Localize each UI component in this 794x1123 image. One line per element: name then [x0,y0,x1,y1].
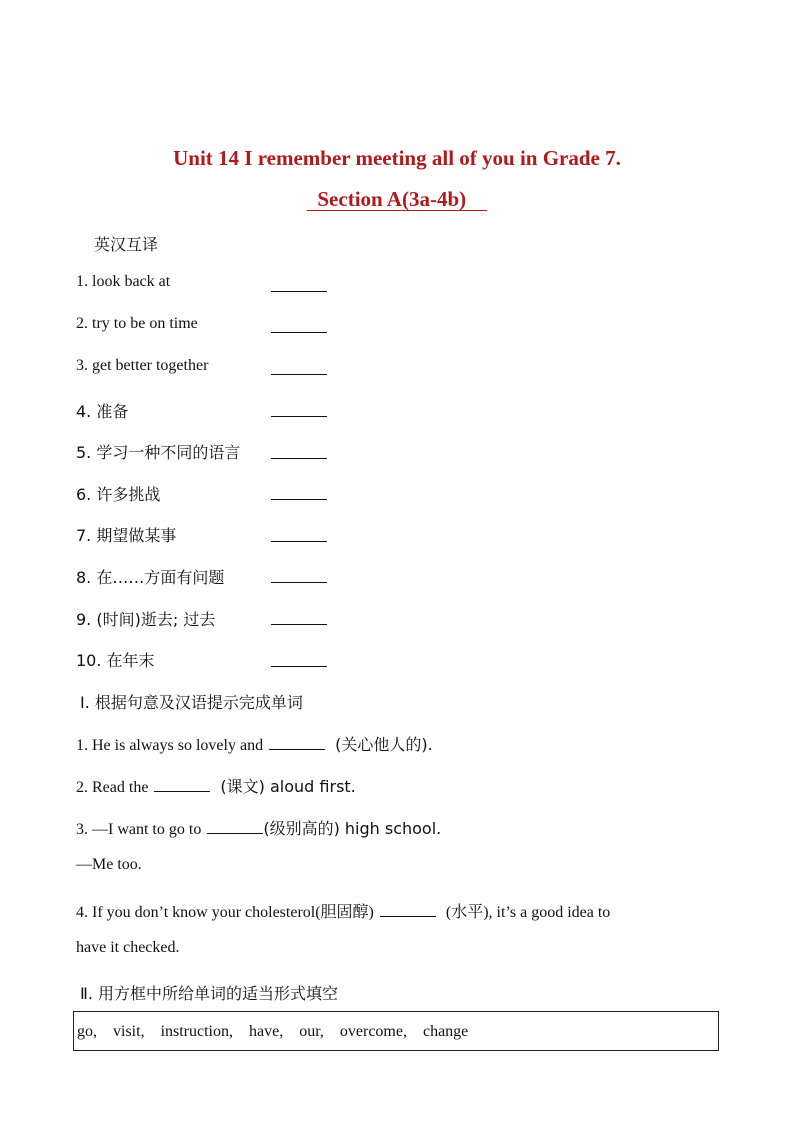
answer-blank-9[interactable] [271,624,327,625]
translation-item-5: 5. 学习一种不同的语言 [76,443,241,462]
section-title [0,187,794,212]
translation-item-8: 8. 在……方面有问题 [76,568,225,587]
answer-blank-5[interactable] [271,458,327,459]
section-title-text: Section A(3a-4b) [317,187,467,211]
question-3-reply: —Me too. [76,856,142,873]
part2-heading: Ⅱ. 用方框中所给单词的适当形式填空 [80,984,339,1003]
translation-item-4: 4. 准备 [76,402,129,421]
translation-item-3: 3. get better together [76,357,209,374]
answer-blank-6[interactable] [271,499,327,500]
question-4-text: 4. If you don’t know your cholesterol(胆固醇) [76,904,374,921]
question-4-hint: (水平), it’s a good idea to [445,904,611,921]
part1-heading: Ⅰ. 根据句意及汉语提示完成单词 [80,693,303,712]
answer-blank-8[interactable] [271,582,327,583]
question-4-continued: have it checked. [76,939,180,956]
translation-item-2: 2. try to be on time [76,315,198,332]
translation-item-1: 1. look back at [76,273,171,290]
answer-blank-1[interactable] [271,291,327,292]
question-2-hint: (课文) aloud first. [220,777,356,796]
question-4 [76,899,610,922]
answer-blank-4[interactable] [271,416,327,417]
question-2 [76,774,356,797]
question-1-text: 1. He is always so lovely and [76,737,264,754]
question-4-blank[interactable] [380,916,436,917]
question-3-hint: (级别高的) high school. [263,819,442,838]
translation-heading: 英汉互译 [94,235,159,254]
answer-blank-7[interactable] [271,541,327,542]
question-3-blank[interactable] [207,833,263,834]
question-2-text: 2. Read the [76,779,149,796]
question-2-blank[interactable] [154,791,210,792]
unit-title: Unit 14 I remember meeting all of you in Grade 7. [173,146,621,170]
translation-item-9: 9. (时间)逝去; 过去 [76,610,216,629]
question-1 [76,732,433,755]
question-3 [76,816,441,839]
translation-item-7: 7. 期望做某事 [76,526,177,545]
translation-item-10: 10. 在年末 [76,651,155,670]
answer-blank-3[interactable] [271,374,327,375]
question-1-blank[interactable] [269,749,325,750]
question-1-hint: (关心他人的). [335,735,433,754]
question-3-text: 3. —I want to go to [76,821,202,838]
answer-blank-10[interactable] [271,666,327,667]
answer-blank-2[interactable] [271,332,327,333]
translation-item-6: 6. 许多挑战 [76,485,161,504]
word-box-text: go, visit, instruction, have, our, overcome, change [77,1023,469,1040]
word-box [73,1011,719,1051]
